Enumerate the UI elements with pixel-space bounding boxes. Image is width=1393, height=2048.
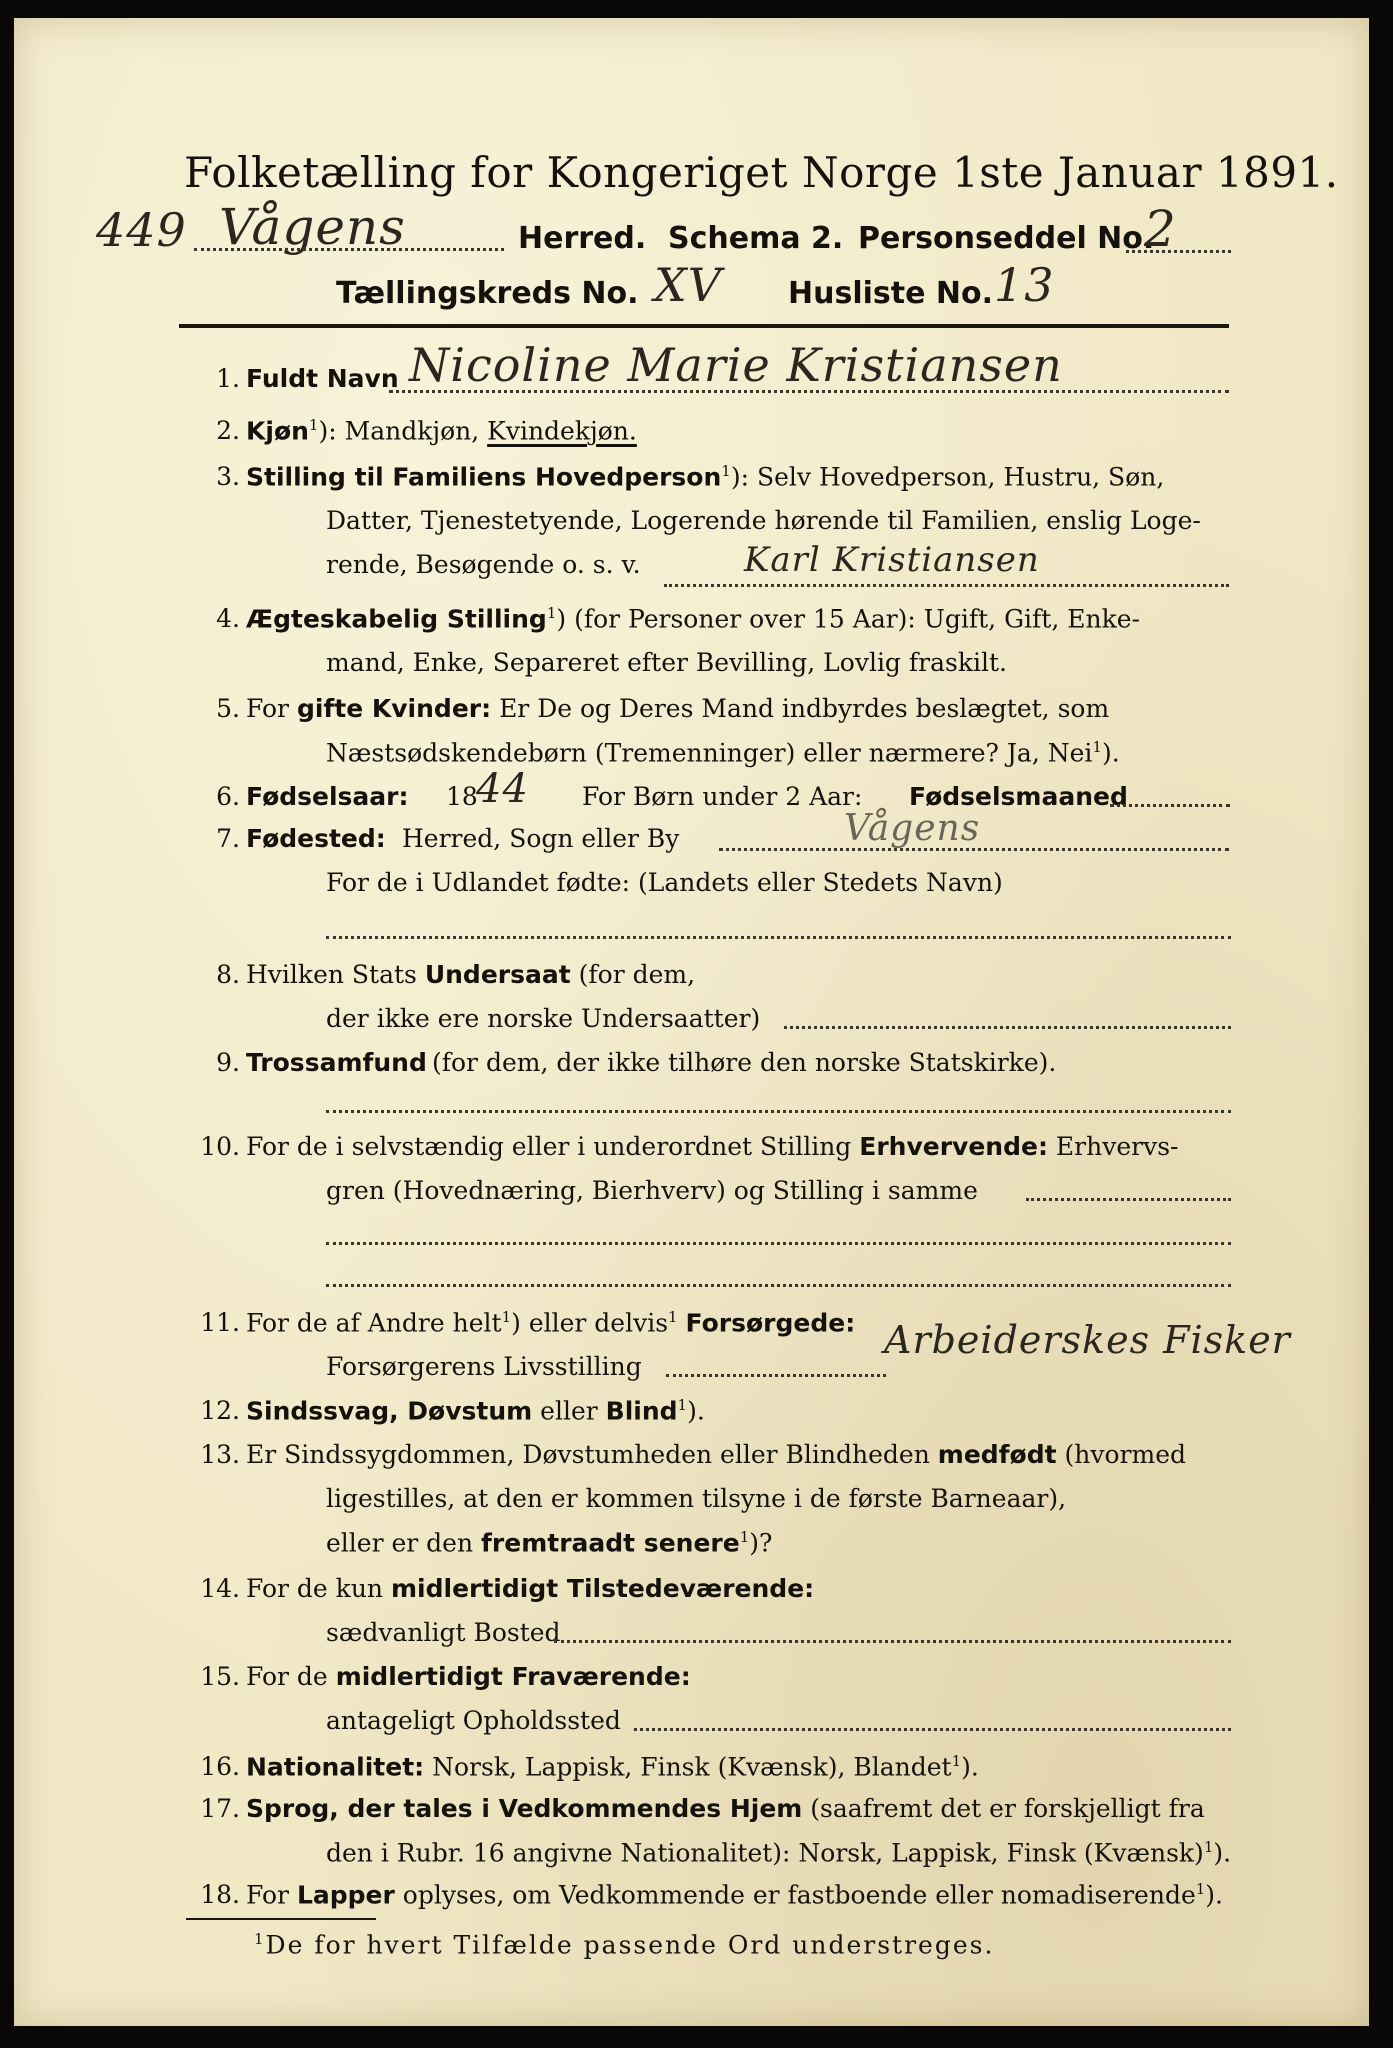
lapps-label: Lapper: [296, 1880, 395, 1910]
nationality-options: Norsk, Lappisk, Finsk (Kvænsk), Blandet: [432, 1752, 952, 1782]
birthplace-options: Herred, Sogn eller By: [402, 824, 680, 853]
temporary-present-label: midlertidigt Tilstedeværende:: [390, 1574, 815, 1603]
item-number: 7.: [216, 824, 240, 853]
abroad-born-text: For de i Udlandet fødte: (Landets eller Stedets Navn): [326, 868, 1003, 897]
item-number: 8.: [216, 960, 240, 989]
footnote-ref: 1: [951, 1752, 962, 1770]
probable-stay-dotted-line: [634, 1728, 1231, 1731]
dependents-prefix: For de af Andre helt: [246, 1308, 502, 1338]
item-number: 2.: [216, 416, 240, 445]
paren-close: ).: [1101, 738, 1120, 768]
married-women-question: Er De og Deres Mand indbyrdes beslægtet, som: [499, 694, 1110, 723]
birthplace-value: Vågens: [844, 808, 981, 849]
citizenship-dotted-line: [784, 1026, 1231, 1029]
item-number: 1.: [216, 364, 240, 393]
item-number: 5.: [216, 694, 240, 723]
household-position-line2: Datter, Tjenestetyende, Logerende hørende til Familien, enslig Loge-: [326, 506, 1201, 535]
item-number: 10.: [200, 1132, 240, 1161]
occupation-dotted-line: [326, 1284, 1231, 1287]
provider-dotted-line: [666, 1374, 886, 1377]
dependents-mid: ) eller delvis: [511, 1308, 669, 1338]
birth-year-value: 44: [476, 766, 529, 812]
disability-label: Sindssvag, Døvstum: [246, 1396, 533, 1426]
full-name-value: Nicoline Marie Kristiansen: [409, 338, 1063, 392]
paren-close: ).: [961, 1752, 979, 1782]
provider-occupation-label: Forsørgerens Livsstilling: [326, 1352, 642, 1381]
birth-month-label: Fødselsmaaned: [909, 782, 1128, 811]
footnote-ref: 1: [1092, 738, 1102, 756]
item-number: 4.: [216, 604, 240, 633]
item-number: 12.: [200, 1396, 240, 1425]
husliste-number: 13: [994, 258, 1055, 312]
temporary-absent-prefix: For de: [246, 1662, 328, 1691]
footnote-rule: [186, 1918, 376, 1920]
item-number: 9.: [216, 1048, 240, 1077]
usual-residence-dotted-line: [554, 1640, 1231, 1643]
item-number: 11.: [200, 1308, 240, 1337]
item-number: 17.: [200, 1794, 240, 1823]
footnote-ref: 1: [1203, 1838, 1214, 1856]
language-label: Sprog, der tales i Vedkommendes Hjem: [246, 1794, 803, 1823]
gender-selected-option: Kvindekjøn.: [487, 416, 637, 446]
item-number: 6.: [216, 782, 240, 811]
birth-month-dotted-line: [1110, 804, 1230, 807]
birthplace-dotted-line: [719, 848, 1229, 851]
personseddel-label: Personseddel No.: [858, 221, 1155, 256]
footnote: [254, 1930, 994, 1959]
footnote-ref: 1: [668, 1308, 678, 1326]
married-women-line1: [246, 694, 1109, 723]
infant-text: For Børn under 2 Aar:: [582, 782, 863, 811]
household-position-line1: [246, 462, 1164, 491]
language-condition: (saafremt det er forskjelligt fra: [810, 1794, 1205, 1823]
usual-residence-label: sædvanligt Bosted: [326, 1618, 561, 1647]
language-options: den i Rubr. 16 angivne Nationalitet): Norsk, Lappisk, Finsk (Kvænsk): [326, 1838, 1204, 1868]
footnote-text: De for hvert Tilfælde passende Ord understreges.: [265, 1930, 995, 1960]
item-number: 15.: [200, 1662, 240, 1691]
paren-close: ).: [1213, 1838, 1232, 1868]
gender-label: Kjøn: [246, 416, 309, 446]
household-dotted-line: [664, 584, 1229, 587]
form-title: Folketælling for Kongeriget Norge 1ste Januar 1891.: [184, 148, 1339, 197]
religion-text: (for dem, der ikke tilhøre den norske Statskirke).: [432, 1048, 1057, 1077]
temporary-present-line1: [246, 1574, 814, 1603]
herred-label: Herred.: [518, 221, 647, 256]
occupation-prefix: For de i selvstændig eller i underordnet Stilling: [246, 1132, 852, 1161]
footnote-ref: 1: [721, 462, 731, 480]
birthplace-label: Fødested:: [246, 824, 386, 853]
household-position-options: ): Selv Hovedperson, Hustru, Søn,: [730, 462, 1165, 492]
household-position-label: Stilling til Familiens Hovedperson: [246, 462, 722, 492]
husliste-label: Husliste No.: [788, 276, 993, 311]
citizenship-line1: [246, 960, 695, 989]
full-name-label: Fuldt Navn: [246, 364, 399, 393]
lapps-options: oplyses, om Vedkommende er fastboende eller nomadiserende: [402, 1880, 1196, 1910]
full-name-dotted-line: [389, 390, 1229, 393]
paren-close: ).: [1205, 1880, 1223, 1910]
married-women-label: gifte Kvinder:: [296, 694, 492, 723]
blind-label: Blind: [605, 1396, 678, 1426]
congenital-label: medfødt: [937, 1440, 1057, 1469]
personseddel-number: 2: [1144, 200, 1177, 258]
dependents-line1: [246, 1308, 855, 1337]
citizenship-suffix: (for dem,: [578, 960, 696, 989]
item-number: 18.: [200, 1880, 240, 1909]
marital-status-line1: [246, 604, 1140, 633]
occupation-dotted-line: [326, 1242, 1231, 1245]
religion-dotted-line: [326, 1110, 1231, 1113]
schema-label: Schema 2.: [668, 221, 844, 256]
paren-close: ).: [687, 1396, 705, 1426]
congenital-line2: ligestilles, at den er kommen tilsyne i de første Barneaar),: [326, 1484, 1067, 1513]
temporary-present-prefix: For de kun: [246, 1574, 384, 1603]
lapps-row: [246, 1880, 1223, 1909]
disability-row: [246, 1396, 705, 1425]
congenital-line3: [326, 1528, 772, 1557]
marital-status-label: Ægteskabelig Stilling: [246, 604, 547, 634]
tellingskreds-number: XV: [654, 258, 722, 312]
footnote-ref: 1: [739, 1528, 750, 1546]
birth-year-prefix: 18: [446, 782, 478, 811]
footnote-mark: 1: [254, 1930, 266, 1948]
congenital-line1: [246, 1440, 1186, 1469]
gender-row: [246, 416, 637, 445]
temporary-absent-line1: [246, 1662, 691, 1691]
married-women-prefix: For: [246, 694, 289, 723]
item-number: 14.: [200, 1574, 240, 1603]
congenital-later-prefix: eller er den: [326, 1528, 474, 1558]
footnote-ref: 1: [546, 604, 557, 622]
tellingskreds-label: Tællingskreds No.: [336, 276, 639, 311]
paren-question: )?: [749, 1528, 773, 1558]
item-number: 13.: [200, 1440, 240, 1469]
item-number: 3.: [216, 462, 240, 491]
citizenship-label: Undersaat: [424, 960, 571, 989]
birth-year-label: Fødselsaar:: [246, 782, 409, 811]
disability-or: eller: [540, 1396, 598, 1426]
census-form-page: [14, 18, 1369, 2026]
congenital-later-label: fremtraadt senere: [481, 1528, 740, 1558]
occupation-dotted-line: [1026, 1198, 1231, 1201]
header-separator: [179, 324, 1229, 328]
occupation-label: Erhvervende:: [859, 1132, 1048, 1161]
religion-label: Trossamfund: [246, 1048, 427, 1077]
congenital-suffix: (hvormed: [1064, 1440, 1187, 1469]
nationality-row: [246, 1752, 979, 1781]
household-head-value: Karl Kristiansen: [744, 540, 1040, 580]
footnote-ref: 1: [308, 416, 319, 434]
lapps-prefix: For: [246, 1880, 289, 1910]
probable-stay-label: antageligt Opholdssted: [326, 1706, 621, 1735]
marital-status-line2: mand, Enke, Separeret efter Bevilling, Lovlig fraskilt.: [326, 648, 1007, 677]
footnote-ref: 1: [677, 1396, 688, 1414]
occupation-line1: [246, 1132, 1178, 1161]
municipality-handwritten: Vågens: [219, 198, 406, 256]
archive-number: 449: [96, 203, 187, 257]
item-number: 16.: [200, 1752, 240, 1781]
citizenship-line2: der ikke ere norske Undersaatter): [326, 1004, 761, 1033]
footnote-ref: 1: [1195, 1880, 1206, 1898]
provider-occupation-value: Arbeiderskes Fisker: [884, 1318, 1291, 1362]
household-position-line3: rende, Besøgende o. s. v.: [326, 550, 641, 579]
married-women-question-cont: Næstsødskendebørn (Tremenninger) eller nærmere? Ja, Nei: [326, 738, 1093, 768]
dependents-label: Forsørgede:: [685, 1308, 856, 1338]
personseddel-dotted-line: [1126, 250, 1231, 253]
abroad-dotted-line: [326, 936, 1231, 939]
congenital-prefix: Er Sindssygdommen, Døvstumheden eller Blindheden: [246, 1440, 930, 1469]
married-women-line2: [326, 738, 1120, 767]
occupation-line2: gren (Hovednæring, Bierhverv) og Stilling i samme: [326, 1176, 978, 1205]
language-line1: [246, 1794, 1205, 1823]
occupation-suffix: Erhvervs-: [1055, 1132, 1179, 1161]
language-line2: [326, 1838, 1231, 1867]
marital-status-options: ) (for Personer over 15 Aar): Ugift, Gift, Enke-: [556, 604, 1140, 634]
footnote-ref: 1: [501, 1308, 512, 1326]
municipality-dotted-line: [194, 248, 504, 251]
citizenship-prefix: Hvilken Stats: [246, 960, 417, 989]
temporary-absent-label: midlertidigt Fraværende:: [335, 1662, 691, 1691]
nationality-label: Nationalitet:: [246, 1752, 425, 1782]
gender-options: ): Mandkjøn,: [318, 416, 480, 446]
